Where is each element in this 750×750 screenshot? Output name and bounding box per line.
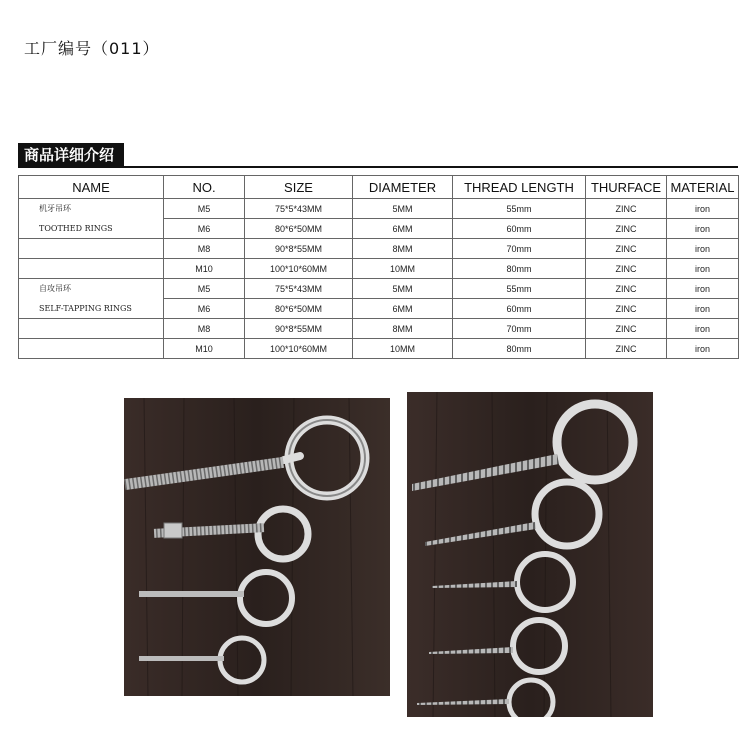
cell-surface: ZINC xyxy=(586,279,667,299)
table-row xyxy=(19,199,739,219)
cell-thread-length: 60mm xyxy=(453,219,586,239)
cell-name: 自攻吊环 xyxy=(19,279,164,299)
cell-size: 75*5*43MM xyxy=(245,279,353,299)
cell-size: 100*10*60MM xyxy=(245,339,353,359)
cell-name: 机牙吊环 xyxy=(19,199,164,219)
cell-thread-length: 60mm xyxy=(453,299,586,319)
cell-diameter: 6MM xyxy=(353,299,453,319)
cell-surface: ZINC xyxy=(586,239,667,259)
cell-no: M10 xyxy=(164,339,245,359)
cell-thread-length: 55mm xyxy=(453,279,586,299)
cell-diameter: 10MM xyxy=(353,339,453,359)
cell-material: iron xyxy=(667,319,739,339)
cell-material: iron xyxy=(667,259,739,279)
cell-name xyxy=(19,339,164,359)
table-row xyxy=(19,279,739,299)
toothed-rings-photo xyxy=(124,398,390,696)
cell-diameter: 8MM xyxy=(353,239,453,259)
table-row xyxy=(19,239,739,259)
factory-number: 工厂编号（011） xyxy=(24,39,160,58)
cell-no: M5 xyxy=(164,199,245,219)
cell-no: M10 xyxy=(164,259,245,279)
cell-name: TOOTHED RINGS xyxy=(19,219,164,239)
col-header-thread-length: THREAD LENGTH xyxy=(453,176,586,199)
cell-diameter: 8MM xyxy=(353,319,453,339)
cell-material: iron xyxy=(667,199,739,219)
self-tapping-rings-illustration xyxy=(407,392,653,717)
cell-name xyxy=(19,239,164,259)
col-header-name: NAME xyxy=(19,176,164,199)
cell-surface: ZINC xyxy=(586,259,667,279)
section-title: 商品详细介绍 xyxy=(18,143,124,167)
cell-size: 90*8*55MM xyxy=(245,239,353,259)
cell-size: 100*10*60MM xyxy=(245,259,353,279)
table-row xyxy=(19,339,739,359)
cell-size: 90*8*55MM xyxy=(245,319,353,339)
col-header-size: SIZE xyxy=(245,176,353,199)
cell-thread-length: 70mm xyxy=(453,319,586,339)
col-header-surface: THURFACE xyxy=(586,176,667,199)
cell-size: 80*6*50MM xyxy=(245,219,353,239)
cell-diameter: 5MM xyxy=(353,199,453,219)
col-header-diameter: DIAMETER xyxy=(353,176,453,199)
toothed-rings-illustration xyxy=(124,398,390,696)
section-divider xyxy=(18,166,738,168)
cell-thread-length: 55mm xyxy=(453,199,586,219)
table-row xyxy=(19,219,739,239)
self-tapping-rings-photo xyxy=(407,392,653,717)
table-row xyxy=(19,299,739,319)
cell-no: M8 xyxy=(164,239,245,259)
cell-material: iron xyxy=(667,239,739,259)
cell-thread-length: 80mm xyxy=(453,259,586,279)
cell-diameter: 10MM xyxy=(353,259,453,279)
cell-surface: ZINC xyxy=(586,319,667,339)
cell-name xyxy=(19,259,164,279)
cell-name: SELF-TAPPING RINGS xyxy=(19,299,164,319)
cell-thread-length: 70mm xyxy=(453,239,586,259)
cell-name xyxy=(19,319,164,339)
cell-no: M6 xyxy=(164,219,245,239)
cell-surface: ZINC xyxy=(586,219,667,239)
table-header-row xyxy=(19,176,739,199)
cell-thread-length: 80mm xyxy=(453,339,586,359)
cell-size: 75*5*43MM xyxy=(245,199,353,219)
cell-material: iron xyxy=(667,339,739,359)
col-header-material: MATERIAL xyxy=(667,176,739,199)
cell-diameter: 6MM xyxy=(353,219,453,239)
cell-material: iron xyxy=(667,279,739,299)
cell-size: 80*6*50MM xyxy=(245,299,353,319)
cell-diameter: 5MM xyxy=(353,279,453,299)
cell-material: iron xyxy=(667,299,739,319)
spec-table xyxy=(18,175,739,359)
cell-surface: ZINC xyxy=(586,199,667,219)
col-header-no: NO. xyxy=(164,176,245,199)
cell-no: M8 xyxy=(164,319,245,339)
cell-material: iron xyxy=(667,219,739,239)
cell-no: M6 xyxy=(164,299,245,319)
table-row xyxy=(19,319,739,339)
cell-surface: ZINC xyxy=(586,299,667,319)
cell-surface: ZINC xyxy=(586,339,667,359)
cell-no: M5 xyxy=(164,279,245,299)
table-row xyxy=(19,259,739,279)
